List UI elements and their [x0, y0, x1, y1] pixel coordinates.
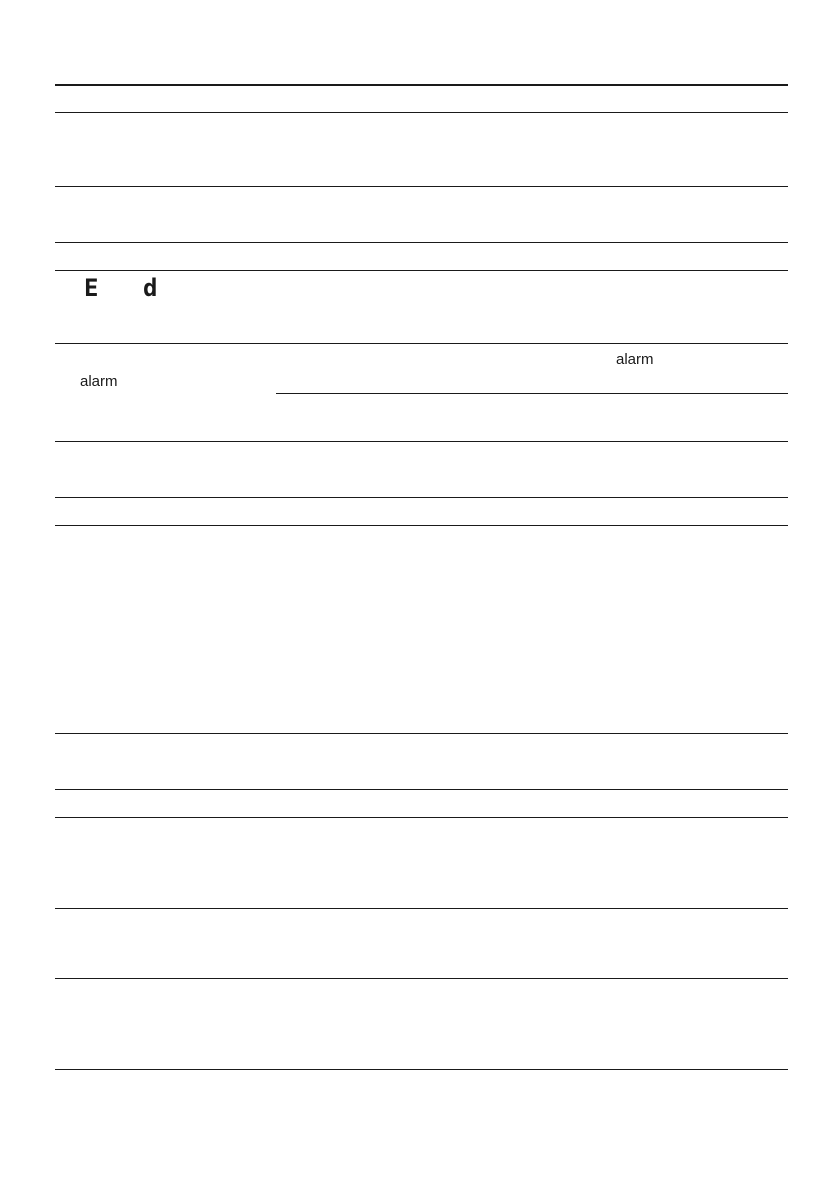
display-symbol-d: d: [143, 274, 158, 302]
row-divider: [55, 978, 788, 979]
table-top-rule: [55, 84, 788, 86]
row-divider: [55, 242, 788, 243]
row-divider: [55, 270, 788, 271]
row-divider: [55, 497, 788, 498]
subrow-divider: [276, 393, 788, 394]
row-divider: [55, 343, 788, 344]
row-divider: [55, 525, 788, 526]
alarm-label-right: alarm: [616, 351, 654, 368]
display-symbol-e: E: [84, 274, 99, 302]
row-divider: [55, 733, 788, 734]
table-bottom-rule: [55, 1069, 788, 1070]
alarm-label-left: alarm: [80, 373, 118, 390]
row-divider: [55, 817, 788, 818]
row-divider: [55, 186, 788, 187]
table-header-rule: [55, 112, 788, 113]
row-divider: [55, 441, 788, 442]
row-divider: [55, 789, 788, 790]
row-divider: [55, 908, 788, 909]
